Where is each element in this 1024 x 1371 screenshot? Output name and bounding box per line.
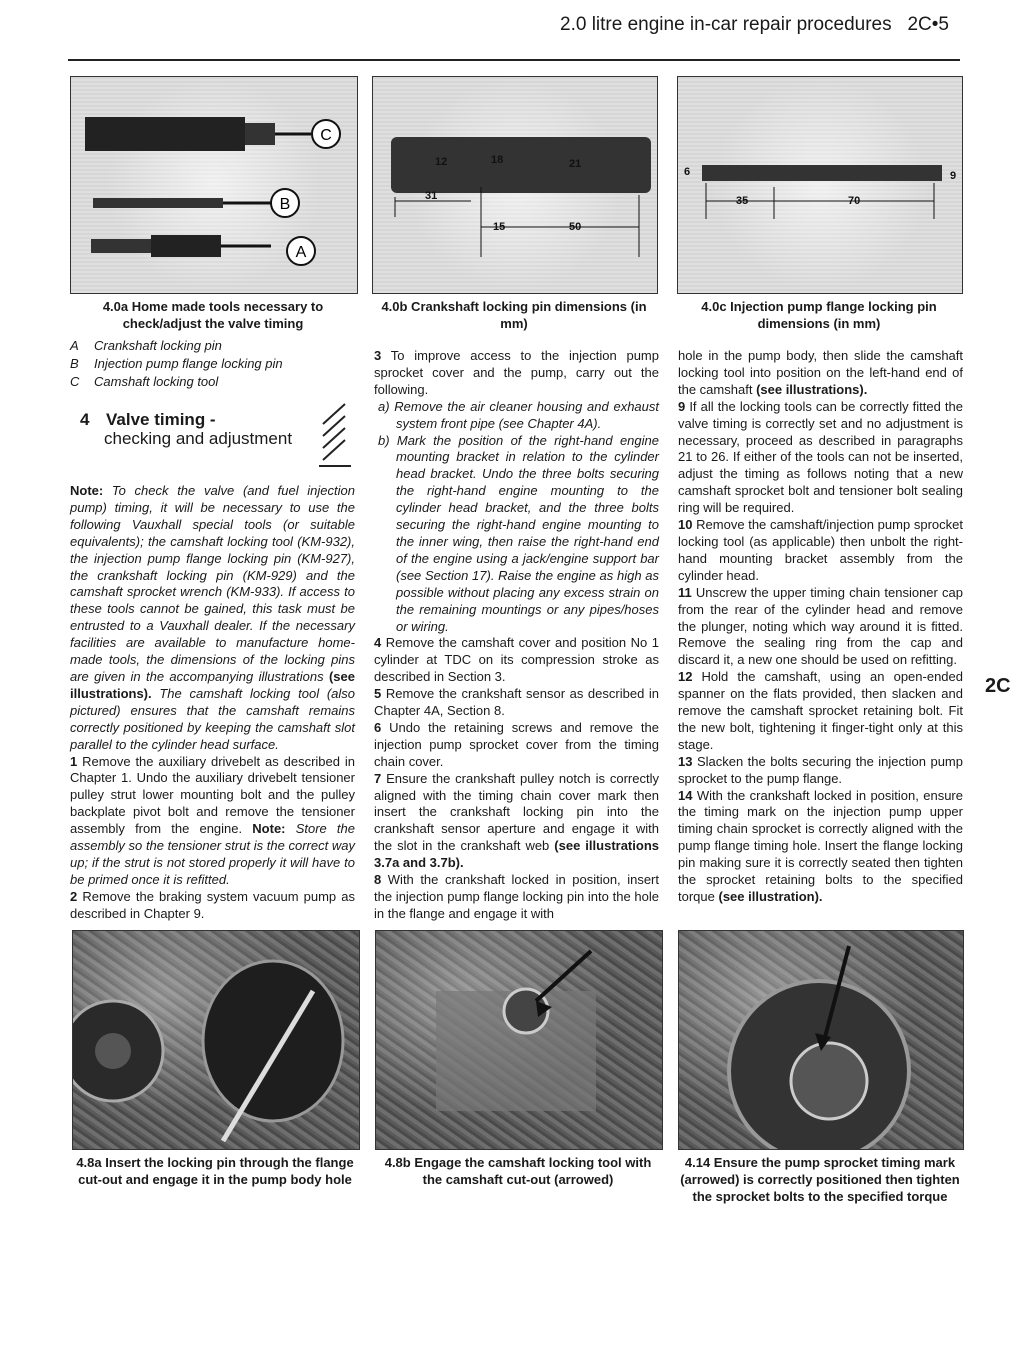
page-number: 2C•5	[907, 14, 949, 35]
legend-item: C Camshaft locking tool	[70, 374, 219, 389]
figure-4-8a-caption: 4.8a Insert the locking pin through the flange cut-out and engage it in the pump body hole	[76, 1155, 354, 1187]
dim-70: 70	[848, 195, 861, 207]
tools-illustration	[71, 77, 357, 293]
section-subtitle: checking and adjustment	[104, 429, 293, 448]
difficulty-rating-icon	[315, 400, 355, 472]
figure-4-0a-image	[70, 76, 358, 294]
chapter-tab: 2C	[985, 675, 1011, 697]
dim-50: 50	[569, 221, 582, 233]
label-c: C	[320, 127, 332, 144]
list-item-b: b) Mark the position of the right-hand engine mounting bracket in relation to the cylinder head bracket. Undo the three bolts securing the right-hand engine mounting to the cylinder head bracket, and the three bolts securing the right-hand engine mounting to the inner wing, then raise the right-hand end of the engine using a jack/engine support bar (see Section 17). Raise the engine as high as possible without placing any excess strain on the remaining mountings or any pipes/hoses or wiring.	[378, 432, 659, 634]
figure-4-14-photo	[678, 930, 964, 1150]
legend-item: A Crankshaft locking pin	[70, 338, 222, 353]
dim-15: 15	[493, 221, 506, 233]
label-a: A	[295, 244, 307, 261]
running-header	[560, 14, 949, 36]
figure-4-8b-caption: 4.8b Engage the camshaft locking tool with the camshaft cut-out (arrowed)	[384, 1155, 652, 1187]
dim-18: 18	[491, 154, 504, 166]
section-title: Valve timing -	[106, 410, 216, 429]
figure-4-14-caption: 4.14 Ensure the pump sprocket timing mark (arrowed) is correctly positioned then tighten the sprocket bolts to the specified torque	[680, 1155, 960, 1204]
column-2: 3 To improve access to the injection pump sprocket cover and the pump, carry out the following. a) Remove the air cleaner housing and exhaust system front pipe (see Chapter 4A). b) Mark the position of the right-hand engine mounting bracket in relation to the cylinder head bracket. Undo the three bolts securing the right-hand engine mounting to the cylinder head bracket, and the three bolts securing the right-hand engine mounting to the inner wing, then raise the right-hand end of the engine using a jack/engine support bar (see Section 17). Raise the engine as high as possible without placing any excess strain on the remaining mountings or any pipes/hoses or wiring. 4 Remove the camshaft cover and position No 1 cylinder at TDC on its compression stroke as described in Section 3. 5 Remove the crankshaft sensor as described in Chapter 4A, Section 8. 6 Undo the retaining screws and remove the injection pump sprocket cover from the timing chain cover. 7 Ensure the crankshaft pulley notch is correctly aligned with the timing chain cover mark then insert the crankshaft locking pin into the crankshaft sensor aperture and engage it with the slot in the crankshaft web (see illustrations 3.7a and 3.7b). 8 With the crankshaft locked in position, insert the injection pump flange locking pin into the hole in the flange and engage it with	[374, 348, 659, 921]
dim-12: 12	[435, 156, 448, 168]
dim-9: 9	[950, 170, 957, 182]
dim-35: 35	[736, 195, 749, 207]
figure-4-0b-caption: 4.0b Crankshaft locking pin dimensions (in mm)	[381, 299, 647, 331]
figure-4-8a-photo	[72, 930, 360, 1150]
dim-6: 6	[684, 166, 691, 178]
section-heading	[80, 410, 292, 448]
dim-21: 21	[569, 158, 582, 170]
pump-flange-pin-diagram	[678, 77, 962, 293]
column-1: Note: To check the valve (and fuel injection pump) timing, it will be necessary to use the following Vauxhall special tools (or suitable equivalents); the camshaft locking tool (KM-932), the injection pump flange locking pin (KM-927), the crankshaft locking pin (KM-929) and the camshaft sprocket wrench (KM-933). If access to these tools cannot be gained, this task must be entrusted to a Vauxhall dealer. If the necessary facilities are available to manufacture home-made tools, the dimensions of the locking pins are given in the accompanying illustrations (see illustrations). The camshaft locking tool (also pictured) ensures that the camshaft remains correctly positioned by keeping the camshaft slot parallel to the cylinder head surface. 1 Remove the auxiliary drivebelt as described in Chapter 1. Undo the auxiliary drivebelt tensioner pulley strut lower mounting bolt and the pulley backplate pivot bolt and remove the tensioner assembly from the engine. Note: Store the assembly so the tensioner strut is the correct way up; if the strut is not stored properly it will have to be primed once it is refitted. 2 Remove the braking system vacuum pump as described in Chapter 9.	[70, 483, 356, 921]
figure-4-0b-image	[372, 76, 658, 294]
crankshaft-pin-diagram	[373, 77, 657, 293]
label-b: B	[279, 196, 291, 213]
list-item-a: a) Remove the air cleaner housing and exhaust system front pipe (see Chapter 4A).	[378, 398, 659, 431]
figure-4-0c-image	[677, 76, 963, 294]
legend-item: B Injection pump flange locking pin	[70, 356, 283, 371]
dim-31: 31	[425, 190, 438, 202]
column-3: hole in the pump body, then slide the camshaft locking tool into position on the left-hand end of the camshaft (see illustrations). 9 If all the locking tools can be correctly fitted the valve timing is correctly set and no adjustment is necessary, proceed as described in paragraphs 21 to 26. If either of the tools can not be inserted, adjust the timing as follows noting that a new camshaft sprocket bolt and tensioner bolt sealing ring will be required. 10 Remove the camshaft/injection pump sprocket locking tool (as applicable) then unbolt the right-hand mounting bracket assembly from the cylinder head. 11 Unscrew the upper timing chain tensioner cap from the rear of the cylinder head and remove the plunger, noting which way around it is fitted. Remove the sealing ring from the cap and discard it, a new one should be used on refitting. 12 Hold the camshaft, using an open-ended spanner on the flats provided, then slacken and remove the camshaft sprocket retaining bolt. Fit the new bolt, tightening it finger-tight only at this stage. 13 Slacken the bolts securing the injection pump sprocket to the pump flange. 14 With the crankshaft locked in position, ensure the timing mark on the injection pump upper timing chain sprocket is correctly aligned with the pump flange timing hole. Insert the flange locking pin making sure it is correctly seated then tighten the sprocket retaining bolts to the specified torque (see illustration).	[678, 348, 963, 904]
figure-legend	[70, 337, 283, 391]
header-title: 2.0 litre engine in-car repair procedures	[560, 14, 892, 35]
section-number: 4	[80, 410, 90, 429]
figure-4-8b-photo	[375, 930, 663, 1150]
figure-4-0c-caption: 4.0c Injection pump flange locking pin dimensions (in mm)	[701, 299, 937, 331]
figure-4-0a-caption: 4.0a Home made tools necessary to check/adjust the valve timing	[102, 299, 324, 331]
header-divider	[68, 59, 960, 61]
